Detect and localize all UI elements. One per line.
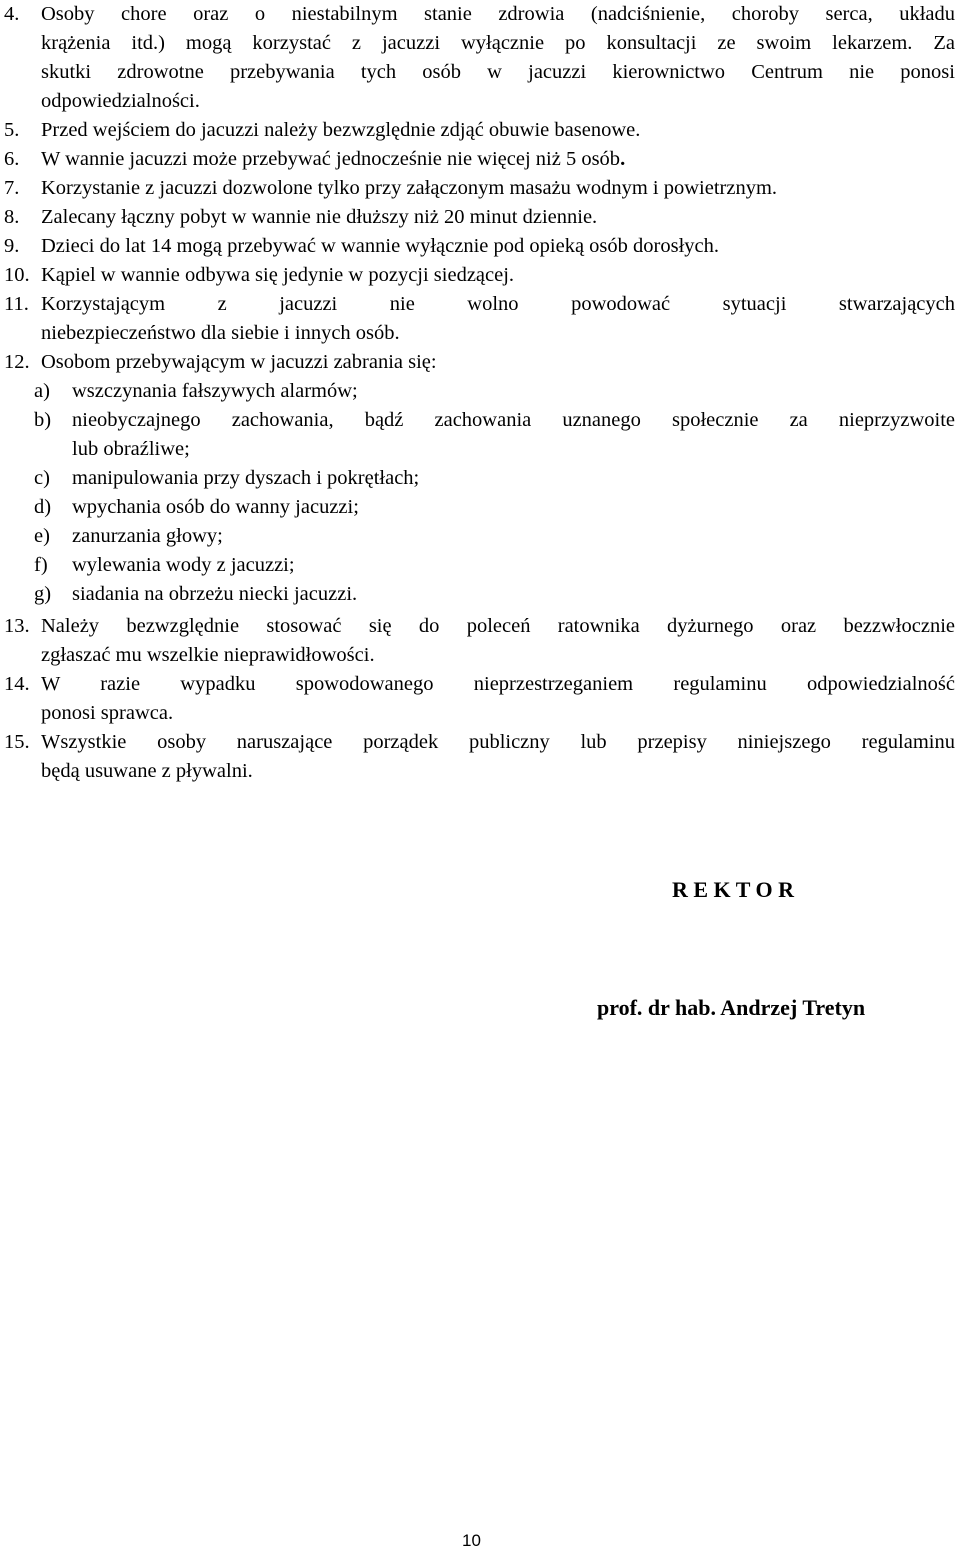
rule-8: Zalecany łączny pobyt w wannie nie dłuższy niż 20 minut dziennie. bbox=[41, 206, 598, 228]
rule-12-c: manipulowania przy dyszach i pokrętłach; bbox=[72, 467, 420, 489]
rule-9: Dzieci do lat 14 mogą przebywać w wannie wyłącznie pod opieką osób dorosłych. bbox=[41, 235, 719, 257]
sub-letter: b) bbox=[34, 409, 52, 431]
sub-letter: a) bbox=[34, 380, 50, 402]
sub-letter: e) bbox=[34, 525, 50, 547]
item-number: 5. bbox=[4, 119, 20, 141]
item-number: 12. bbox=[4, 351, 30, 373]
item-number: 13. bbox=[4, 615, 30, 637]
rule-10: Kąpiel w wannie odbywa się jedynie w pozycji siedzącej. bbox=[41, 264, 515, 286]
item-number: 10. bbox=[4, 264, 30, 286]
rule-5: Przed wejściem do jacuzzi należy bezwzględnie zdjąć obuwie basenowe. bbox=[41, 119, 641, 141]
rule-4-line-3: skutki zdrowotne przebywania tych osób w jacuzzi kierownictwo Centrum nie ponosi bbox=[41, 61, 955, 83]
page-number: 10 bbox=[462, 1531, 481, 1550]
rule-6 bbox=[41, 147, 625, 171]
rule-14-line-2: ponosi sprawca. bbox=[41, 702, 174, 724]
rule-12-a: wszczynania fałszywych alarmów; bbox=[72, 380, 358, 402]
sub-letter: f) bbox=[34, 554, 48, 576]
rule-15-line-1: Wszystkie osoby naruszające porządek publiczny lub przepisy niniejszego regulaminu bbox=[41, 731, 955, 753]
item-number: 15. bbox=[4, 731, 30, 753]
item-number: 14. bbox=[4, 673, 30, 695]
signature-name: prof. dr hab. Andrzej Tretyn bbox=[597, 995, 866, 1020]
rule-7: Korzystanie z jacuzzi dozwolone tylko przy załączonym masażu wodnym i powietrznym. bbox=[41, 177, 778, 199]
sub-letter: d) bbox=[34, 496, 52, 518]
rule-4-line-1: Osoby chore oraz o niestabilnym stanie zdrowia (nadciśnienie, choroby serca, układu bbox=[41, 3, 955, 25]
rule-12-e: zanurzania głowy; bbox=[72, 525, 223, 547]
rule-4-line-4: odpowiedzialności. bbox=[41, 90, 200, 112]
rule-12-b-line-1: nieobyczajnego zachowania, bądź zachowania uznanego społecznie za nieprzyzwoite bbox=[72, 409, 955, 431]
sub-letter: c) bbox=[34, 467, 50, 489]
item-number: 9. bbox=[4, 235, 20, 257]
rule-13-line-2: zgłaszać mu wszelkie nieprawidłowości. bbox=[41, 644, 375, 666]
rule-4-line-2: krążenia itd.) mogą korzystać z jacuzzi wyłącznie po konsultacji ze swoim lekarzem. Za bbox=[41, 32, 955, 54]
rule-11-line-2: niebezpieczeństwo dla siebie i innych osób. bbox=[41, 322, 400, 344]
rule-12-b-line-2: lub obraźliwe; bbox=[72, 438, 190, 460]
rule-12-d: wpychania osób do wanny jacuzzi; bbox=[72, 496, 359, 518]
rule-6-text: W wannie jacuzzi może przebywać jednocześnie nie więcej niż 5 osób bbox=[41, 148, 621, 170]
item-number: 4. bbox=[4, 3, 20, 25]
sub-letter: g) bbox=[34, 583, 52, 605]
item-number: 6. bbox=[4, 148, 20, 170]
item-number: 8. bbox=[4, 206, 20, 228]
rule-11-line-1: Korzystającym z jacuzzi nie wolno powodować sytuacji stwarzających bbox=[41, 293, 955, 315]
rektor-heading: R E K T O R bbox=[672, 877, 795, 902]
rule-6-period: . bbox=[620, 148, 626, 170]
rule-12-f: wylewania wody z jacuzzi; bbox=[72, 554, 295, 576]
rule-14-line-1: W razie wypadku spowodowanego nieprzestrzeganiem regulaminu odpowiedzialność bbox=[41, 673, 955, 695]
rule-12-g: siadania na obrzeżu niecki jacuzzi. bbox=[72, 583, 358, 605]
item-number: 11. bbox=[4, 293, 29, 315]
rule-13-line-1: Należy bezwzględnie stosować się do poleceń ratownika dyżurnego oraz bezzwłocznie bbox=[41, 615, 955, 637]
rule-12-intro: Osobom przebywającym w jacuzzi zabrania się: bbox=[41, 351, 437, 373]
item-number: 7. bbox=[4, 177, 20, 199]
rule-15-line-2: będą usuwane z pływalni. bbox=[41, 760, 253, 782]
